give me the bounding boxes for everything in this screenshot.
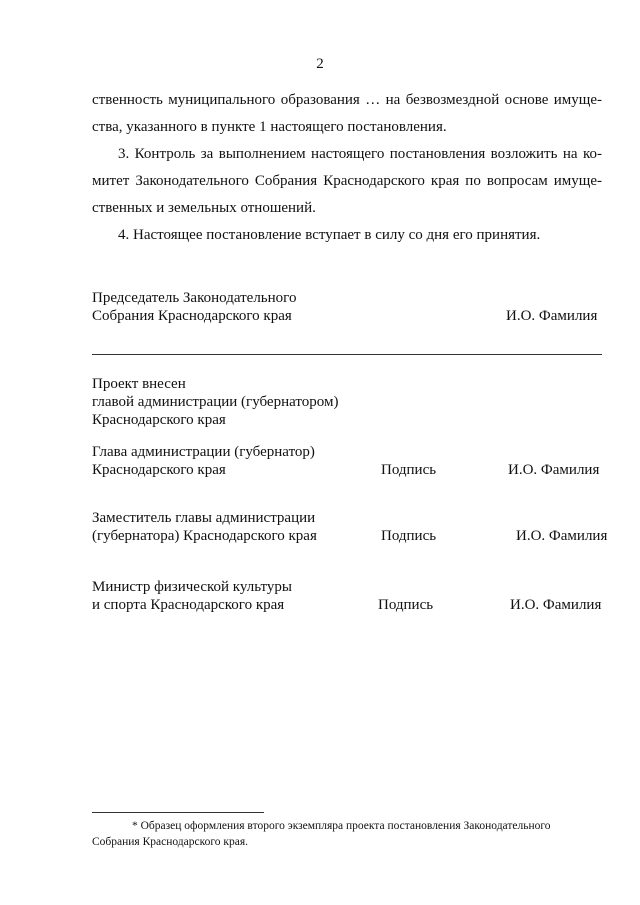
paragraph-line: 3. Контроль за выполнением настоящего постановления возложить на ко- [118,146,602,162]
project-line: Краснодарского края [92,412,226,428]
paragraph-control-clause [92,141,602,222]
footnote-rule [92,812,264,813]
signatory-title-line: (губернатора) Краснодарского края [92,528,317,544]
signatory-name: И.О. Фамилия [516,528,608,544]
chairman-name: И.О. Фамилия [506,308,598,324]
paragraph-line: митет Законодательного Собрания Краснодарского края по вопросам имуще- [92,173,602,189]
section-divider [92,354,602,355]
chairman-title-line: Собрания Краснодарского края [92,308,292,324]
signature-placeholder: Подпись [381,462,437,478]
project-line: Проект внесен [92,376,186,392]
signature-placeholder: Подпись [381,528,437,544]
paragraph-line: 4. Настоящее постановление вступает в силу со дня его принятия. [118,227,541,243]
chairman-title [92,289,296,325]
signatory-name: И.О. Фамилия [510,597,602,613]
signatory-title-line: Глава администрации (губернатор) [92,444,315,460]
signatory-title-line: и спорта Краснодарского края [92,597,285,613]
signature-placeholder: Подпись [378,597,434,613]
paragraph-line: ственных и земельных отношений. [92,200,316,216]
signatory-title-deputy [92,509,317,545]
signatory-title-line: Краснодарского края [92,462,226,478]
paragraph-effective-date [92,222,602,249]
footnote [92,818,602,850]
signatory-title-minister [92,578,292,614]
paragraph-line: ства, указанного в пункте 1 настоящего постановления. [92,119,447,135]
project-submitted-by [92,375,338,429]
paragraph-property-transfer [92,87,602,141]
footnote-line: * Образец оформления второго экземпляра проекта постановления Законодательного [132,820,551,832]
project-line: главой администрации (губернатором) [92,394,339,410]
page-number: 2 [316,56,324,72]
signatory-title-governor [92,443,315,479]
chairman-title-line: Председатель Законодательного [92,290,297,306]
signatory-name: И.О. Фамилия [508,462,600,478]
signatory-title-line: Заместитель главы администрации [92,510,316,526]
paragraph-line: ственность муниципального образования … на безвозмездной основе имуще- [92,92,602,108]
signatory-title-line: Министр физической культуры [92,579,292,595]
footnote-line: Собрания Краснодарского края. [92,836,249,848]
